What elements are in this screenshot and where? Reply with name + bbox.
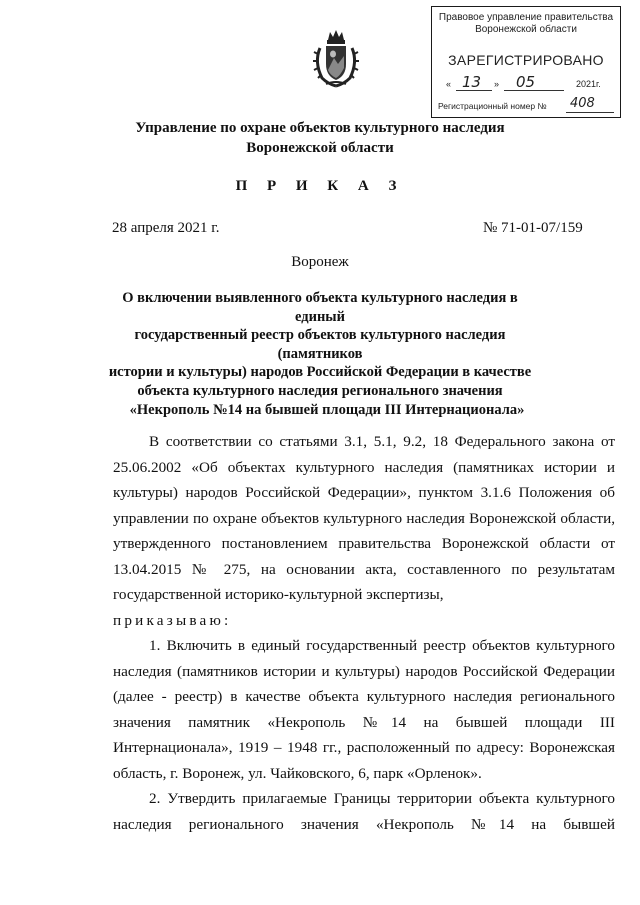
stamp-line1: Правовое управление правительства	[438, 12, 614, 23]
title-line1: О включении выявленного объекта культурного наследия в единый	[122, 290, 518, 325]
stamp-regnum-row	[438, 96, 614, 111]
stamp-registered: ЗАРЕГИСТРИРОВАНО	[448, 52, 604, 68]
order-number: № 71-01-07/159	[483, 220, 583, 236]
item-2-paragraph: 2. Утвердить прилагаемые Границы территории объекта культурного наследия регионального значения «Некрополь №14 на бывшей	[113, 790, 615, 833]
stamp-year: 2021г.	[576, 79, 601, 89]
stamp-month: 05	[516, 73, 536, 91]
organization-name	[80, 118, 560, 158]
stamp-regnum-label: Регистрационный номер №	[438, 101, 547, 111]
org-line1: Управление по охране объектов культурного наследия	[135, 120, 505, 136]
title-line2: государственный реестр объектов культурного наследия (памятников	[134, 327, 506, 362]
coat-of-arms-icon	[312, 28, 360, 88]
preamble-paragraph: В соответствии со статьями 3.1, 5.1, 9.2, 18 Федерального закона от 25.06.2002 «Об объектах культурного наследия (памятниках истории и культуры) народов Российской Федерации», пунктом 3.1.6 Положения об управлении по охране объектов культурного наследия Воронежской области, утвержденного постановлением правительства Воронежской области от 13.04.2015 № 275, на основании акта, составленного по результатам государственной историко-культурной экспертизы,	[113, 433, 615, 603]
org-line2: Воронежской области	[246, 140, 394, 156]
stamp-day: 13	[462, 73, 482, 91]
order-word: приказываю:	[113, 611, 232, 629]
item-1-paragraph: 1. Включить в единый государственный реестр объектов культурного наследия (памятников истории и культуры) народов Российской Федерации (далее - реестр) в качестве объекта культурного наследия регионального значения памятник «Некрополь №14 на бывшей площади III Интернационала», 1919 – 1948 гг., расположенный по адресу: Воронежская область, г. Воронеж, ул. Чайковского, 6, парк «Орленок».	[113, 637, 615, 782]
stamp-line2: Воронежской области	[475, 24, 577, 35]
document-type: П Р И К А З	[235, 178, 405, 194]
registration-stamp	[431, 6, 621, 118]
title-line5: «Некрополь №14 на бывшей площади III Интернационала»	[129, 401, 525, 418]
title-line4: объекта культурного наследия регионального значения	[137, 382, 503, 399]
city-name: Воронеж	[291, 254, 349, 270]
stamp-date: « 13 » 05 2021г.	[446, 73, 601, 91]
order-body	[113, 429, 615, 837]
stamp-regnum: 408	[570, 96, 595, 111]
order-title	[100, 289, 540, 419]
title-line3: истории и культуры) народов Российской Федерации в качестве	[108, 364, 532, 381]
order-date: 28 апреля 2021 г.	[112, 220, 220, 236]
